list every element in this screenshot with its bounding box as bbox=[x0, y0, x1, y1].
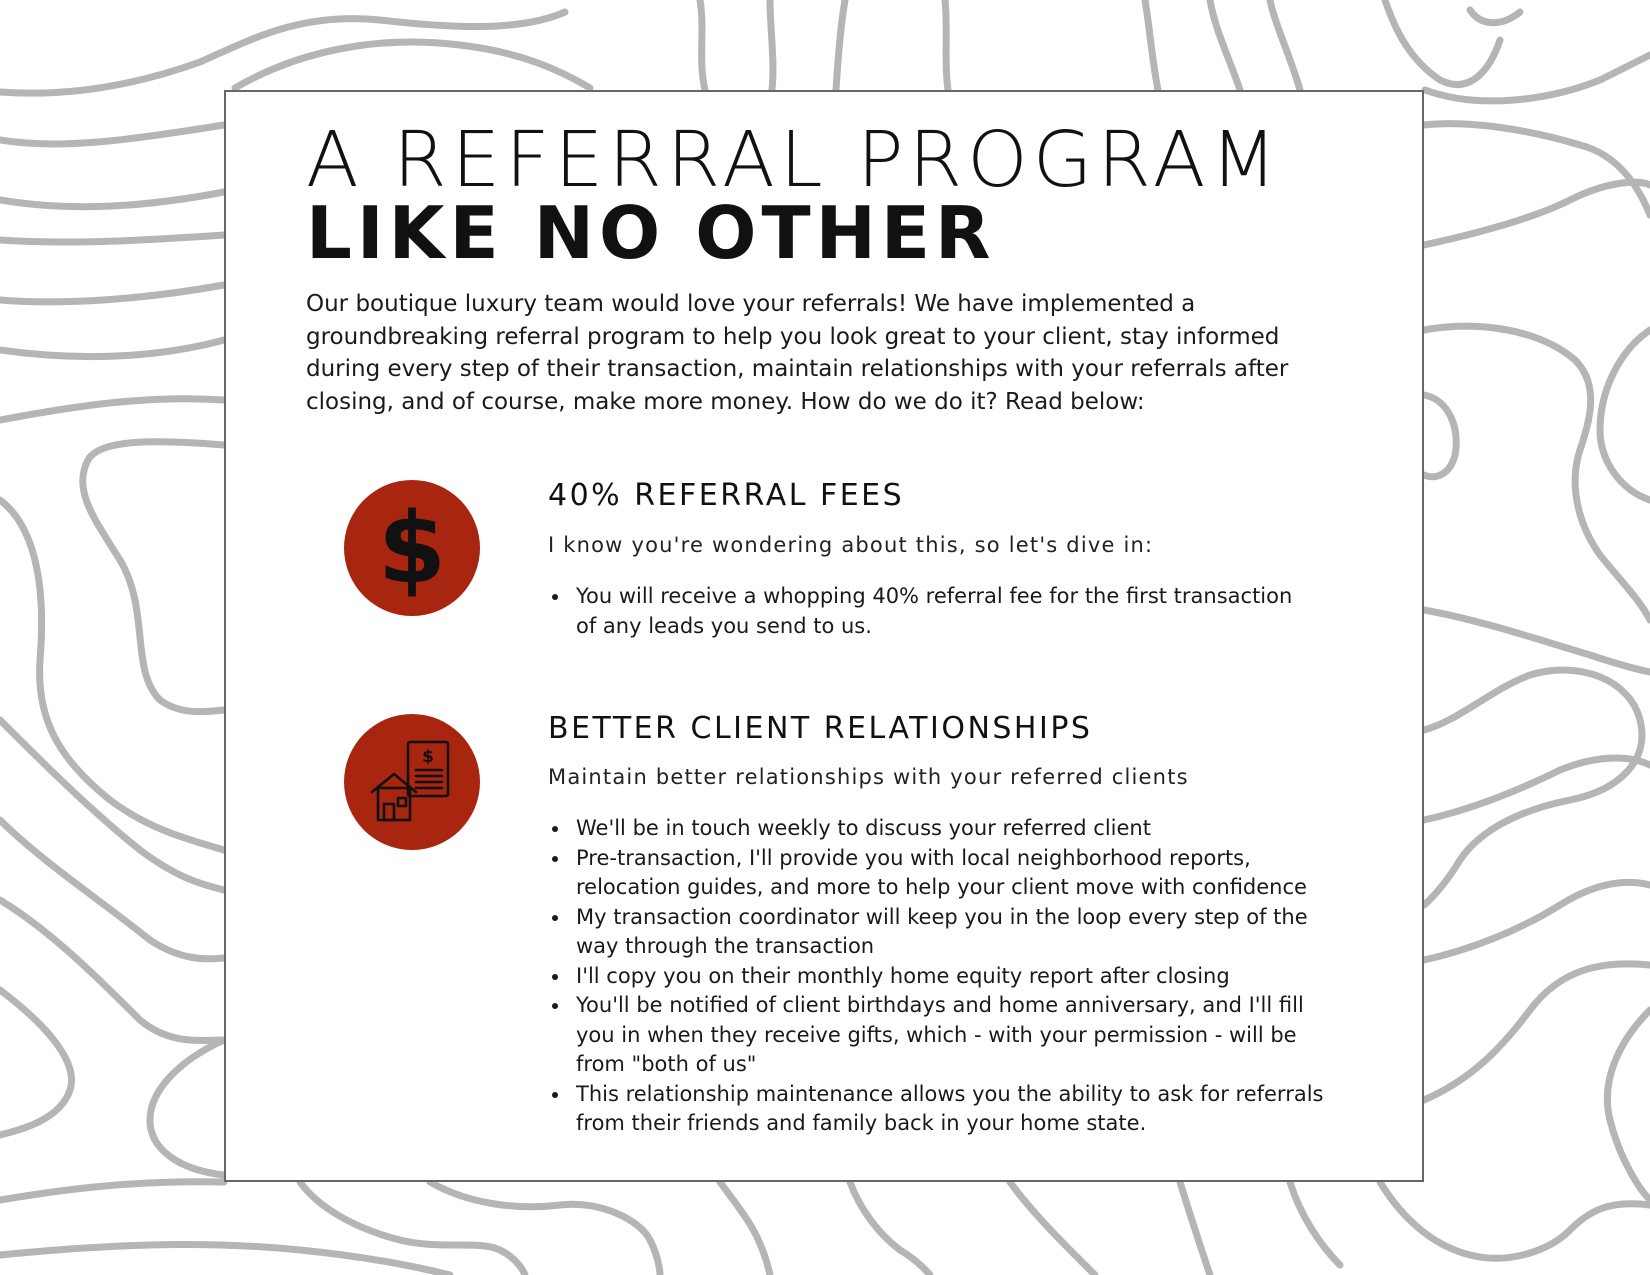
section-title-client-relationships: BETTER CLIENT RELATIONSHIPS bbox=[548, 711, 1093, 746]
referral-card bbox=[224, 90, 1424, 1182]
list-item: This relationship maintenance allows you the ability to ask for referrals from their friends and family back in your home state. bbox=[548, 1080, 1338, 1139]
list-item: My transaction coordinator will keep you in the loop every step of the way through the transaction bbox=[548, 903, 1338, 962]
page-title-line2: LIKE NO OTHER bbox=[306, 191, 996, 275]
referral-fees-list bbox=[548, 582, 1308, 641]
svg-text:$: $ bbox=[422, 747, 434, 767]
intro-paragraph: Our boutique luxury team would love your referrals! We have implemented a groundbreaking referral program to help you look great to your client, stay informed during every step of their transaction, maintain relationships with your referrals after closing, and of course, make more money. How do we do it? Read below: bbox=[306, 291, 1289, 415]
client-relationships-list bbox=[548, 814, 1338, 1139]
section-title-referral-fees: 40% REFERRAL FEES bbox=[548, 478, 905, 513]
dollar-sign-icon bbox=[344, 480, 480, 616]
page-title-line1: A REFERRAL PROGRAM bbox=[306, 116, 1282, 205]
list-item: You will receive a whopping 40% referral fee for the first transaction of any leads you send to us. bbox=[548, 582, 1308, 641]
section-subtitle-client-relationships: Maintain better relationships with your referred clients bbox=[548, 765, 1189, 789]
list-item: We'll be in touch weekly to discuss your referred client bbox=[548, 814, 1338, 844]
svg-text:$: $ bbox=[377, 498, 447, 598]
list-item: You'll be notified of client birthdays and home anniversary, and I'll fill you in when they receive gifts, which - with your permission - will be from "both of us" bbox=[548, 991, 1338, 1080]
list-item: Pre-transaction, I'll provide you with local neighborhood reports, relocation guides, and more to help your client move with confidence bbox=[548, 844, 1338, 903]
section-subtitle-referral-fees: I know you're wondering about this, so let's dive in: bbox=[548, 533, 1154, 557]
house-document-icon bbox=[344, 714, 480, 850]
list-item: I'll copy you on their monthly home equity report after closing bbox=[548, 962, 1338, 992]
